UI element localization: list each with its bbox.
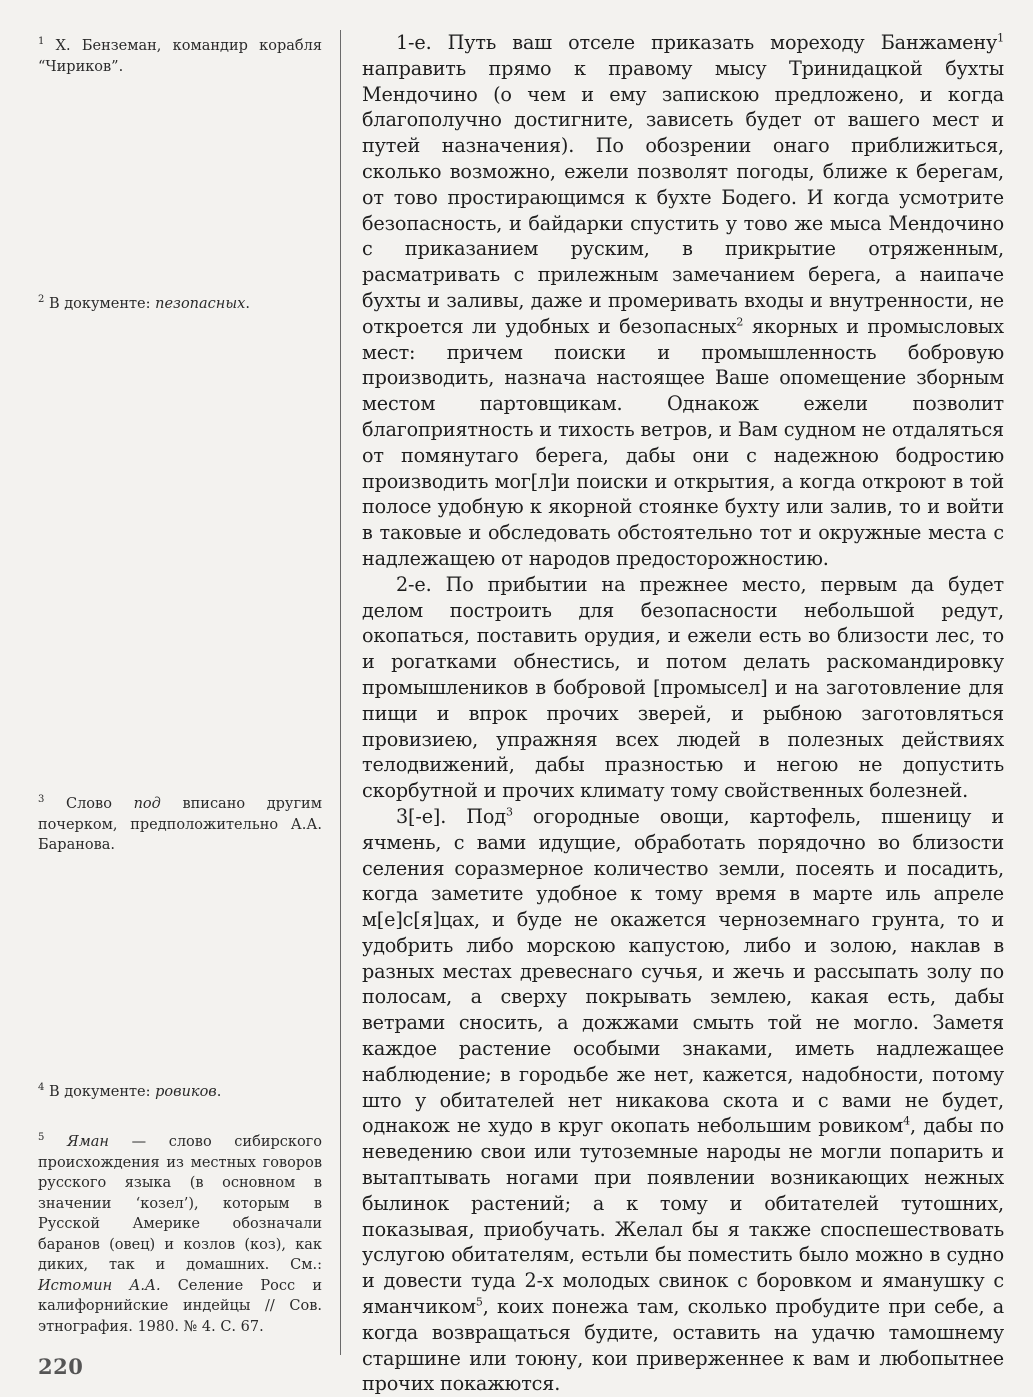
footnote-text: . <box>245 296 250 312</box>
paragraph-3 <box>362 804 1004 1397</box>
footnote-ref: 2 <box>736 315 744 329</box>
paragraph-text: якорных и промысловых мест: причем поиски и промышленность бобровую производить, назнача настоящее Ваше опомещение зборным местом партовщикам. Однакож ежели позволит благоприятность и тихость ветров, и Вам судном не отдаляться от помянутаго берега, дабы они с надежною бодростию производить мог[л]и поиски и открытия, а когда откроют в той полосе удобную к якорной стоянке бухту или залив, то и войти в таковые и обследовать обстоятельно тот и окружные места с надлежащею от народов предосторожностию. <box>362 314 1004 570</box>
footnote-marker: 1 <box>38 36 45 48</box>
footnote-marker: 2 <box>38 294 45 306</box>
footnote-text: Селение Росс и калифорнийские индейцы // Сов. этнография. 1980. № 4. С. 67. <box>38 1277 322 1335</box>
paragraph-text: 3[-е]. Под <box>396 804 506 828</box>
footnote-text: . <box>216 1084 222 1100</box>
footnote-text: Х. Бенземан, командир корабля “Чириков”. <box>38 38 322 75</box>
footnote-text: вписано другим почерком, предположительно А.А. Барановa. <box>38 796 323 853</box>
paragraph-1 <box>362 30 1004 572</box>
footnote-text: Истомин А.А. <box>38 1277 161 1294</box>
footnote-2 <box>38 294 322 315</box>
footnote-5 <box>38 1132 322 1337</box>
footnote-1 <box>38 36 322 77</box>
footnote-ref: 1 <box>997 31 1004 45</box>
footnote-text: пезопасных <box>155 296 246 312</box>
footnote-ref: 5 <box>475 1295 483 1309</box>
paragraph-2 <box>362 572 1004 804</box>
footnote-ref: 3 <box>505 805 513 819</box>
paragraph-text: , коих понежа там, сколько пробудите при себе, а когда возвращаться будите, оставить на удачю тамошнему старшине или тоюну, кои приверженнее к вам и любопытнее прочих покажются. <box>362 1295 1004 1396</box>
footnote-text: — слово сибирского происхождения из местных говоров русского языка (в основном в значении ‘козел’), которым в Русской Америке обозначали баранов (овец) и козлов (коз), как диких, так и домашних. См.: <box>38 1134 323 1273</box>
column-divider <box>340 30 341 1355</box>
footnote-text: Яман <box>67 1134 109 1150</box>
footnote-ref: 4 <box>903 1115 911 1129</box>
footnote-marker: 4 <box>38 1082 45 1094</box>
footnote-text: Слово <box>66 796 134 812</box>
footnote-marker: 3 <box>38 794 45 806</box>
page-number: 220 <box>38 1354 84 1379</box>
footnote-text: под <box>133 796 161 812</box>
footnote-text: В документе: <box>48 296 156 312</box>
paragraph-text: 2-е. По прибытии на прежнее место, первым да будет делом построить для безопасности небольшой редут, окопаться, поставить орудия, и ежели есть во близости лес, то и рогатками обнестись, и потом делать раскомандировку промышлеников в бобровой [промысел] и на заготовление для пищи и впрок прочих зверей, и рыбною заготовляться провизиею, упражняя всех людей в полезных действиях телодвижений, дабы празностью и негою не допустить скорбутной и прочих климату тому свойственных болезней. <box>362 572 1004 803</box>
footnote-marker: 5 <box>38 1132 45 1144</box>
paragraph-text: 1-е. Путь ваш отселе приказать мореходу Банжамену <box>396 31 998 54</box>
paragraph-text: направить прямо к правому мысу Тринидацкой бухты Мендочино (о чем и ему запискою предложено, и когда благополучно достигните, зависеть будет от вашего мест и путей назначения). По обозрении онаго приближиться, сколько возможно, ежели позволят погоды, ближе к берегам, от тово простирающимся к бухте Бодего. И когда усмотрите безопасность, и байдарки спустить у тово же мыса Мендочино с приказанием руским, в прикрытие отряженным, расматривать с прилежным замечанием берега, а наипаче бухты и заливы, даже и промеривать входы и внутренности, не откроется ли удобных и безопасных <box>362 56 1004 338</box>
footnote-3 <box>38 794 322 856</box>
paragraph-text: , дабы по неведению свои или тутоземные народы не могли попарить и вытаптывать ногами при появлении возникающих нежных былинок растений; а к тому и обитателей тутошних, показывая, приобучать. Желал бы я также споспешествовать услугою обитателям, естьли бы поместить было можно в судно и довести туда 2-х молодых свинок с боровком и яманушку с яманчиком <box>362 1114 1004 1319</box>
paragraph-text: огородные овощи, картофель, пшеницу и ячмень, с вами идущие, обработать порядочно во близости селения соразмерное количество земли, посеять и посадить, когда заметите удобное к тому время в марте иль апреле м[е]с[я]цах, и буде не окажется черноземнаго грунта, то и удобрить либо морскою капустою, либо и золою, наклав в разных местах древеснаго сучья, и жечь и рассыпать золу по полосам, а сверху покрывать землею, какая есть, дабы ветрами сносить, а дожжами смыть той не могло. Заметя каждое растение особыми знаками, иметь надлежащее наблюдение; в городьбе же нет, кажется, надобности, потому што у обитателей нет никакова скота и с вами не будет, однакож не худо в круг окопать небольшим ровиком <box>362 804 1004 1138</box>
main-text <box>362 30 1004 1397</box>
footnote-text: ровиков <box>155 1084 217 1100</box>
footnote-text: В документе: <box>48 1084 156 1100</box>
footnote-4 <box>38 1082 322 1103</box>
